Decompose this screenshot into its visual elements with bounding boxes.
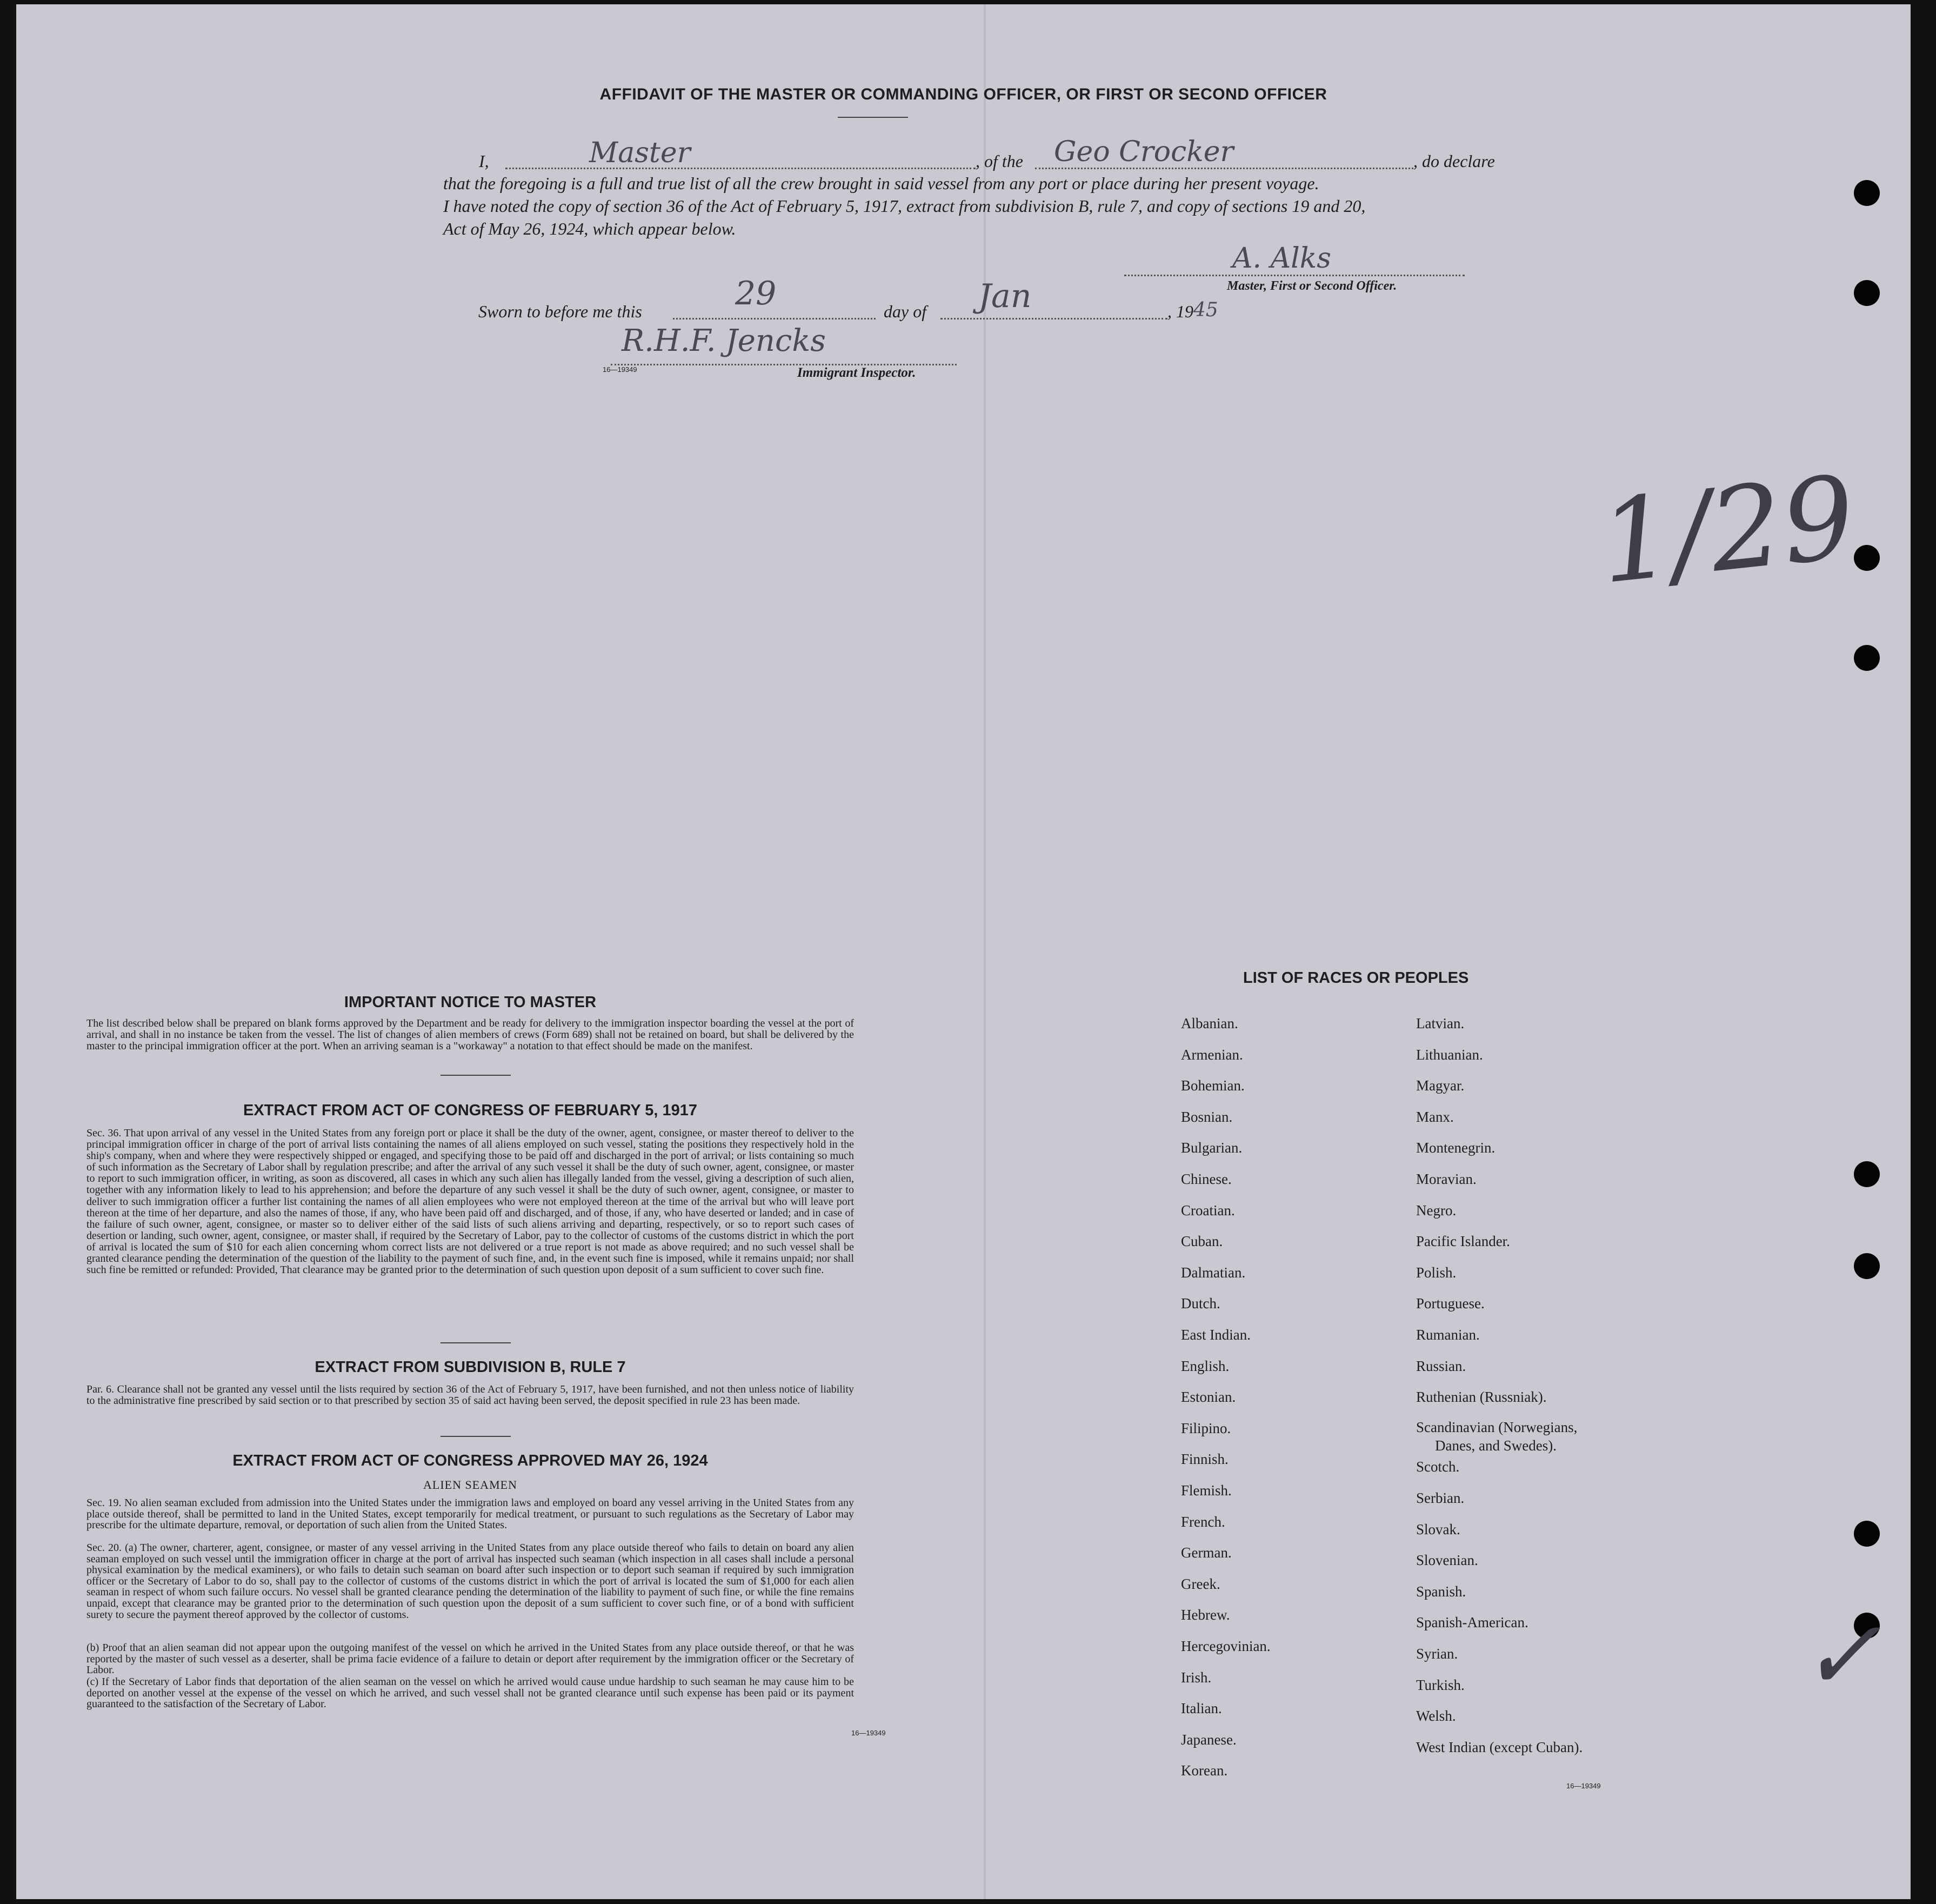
punch-hole bbox=[1854, 180, 1880, 206]
race-item-right: Montenegrin. bbox=[1416, 1140, 1496, 1156]
form-number: 16—19349 bbox=[603, 365, 637, 374]
race-item-right: Danes, and Swedes). bbox=[1435, 1437, 1557, 1454]
inspector-signature: R.H.F. Jencks bbox=[622, 323, 826, 358]
of-the-label: , of the bbox=[976, 151, 1023, 171]
race-item-left: Flemish. bbox=[1181, 1482, 1232, 1499]
race-item-left: Dutch. bbox=[1181, 1295, 1220, 1312]
day-line bbox=[673, 318, 876, 319]
punch-hole bbox=[1854, 280, 1880, 306]
race-item-left: Bulgarian. bbox=[1181, 1140, 1243, 1156]
race-item-left: Bosnian. bbox=[1181, 1108, 1233, 1125]
race-item-left: Bohemian. bbox=[1181, 1077, 1245, 1094]
race-item-right: Lithuanian. bbox=[1416, 1046, 1483, 1063]
inspector-caption: Immigrant Inspector. bbox=[797, 365, 916, 380]
race-item-right: Turkish. bbox=[1416, 1676, 1465, 1693]
race-item-left: Greek. bbox=[1181, 1575, 1220, 1592]
race-item-right: Ruthenian (Russniak). bbox=[1416, 1389, 1547, 1406]
check-mark: ✓ bbox=[1800, 1599, 1881, 1712]
margin-note: 1/29 bbox=[1593, 451, 1861, 609]
race-item-left: Filipino. bbox=[1181, 1420, 1231, 1436]
race-item-right: Slovak. bbox=[1416, 1521, 1460, 1537]
race-item-right: Scotch. bbox=[1416, 1459, 1460, 1475]
race-item-left: Irish. bbox=[1181, 1669, 1212, 1686]
do-declare-label: , do declare bbox=[1413, 151, 1495, 171]
divider bbox=[440, 1342, 511, 1343]
race-item-left: Hebrew. bbox=[1181, 1607, 1230, 1623]
affidavit-line-2: that the foregoing is a full and true list of all the crew brought in said vessel from any port or place during her present voyage. bbox=[443, 174, 1319, 193]
form-number: 16—19349 bbox=[851, 1729, 886, 1737]
title-divider bbox=[838, 117, 908, 118]
race-item-left: Dalmatian. bbox=[1181, 1264, 1246, 1281]
signature-line bbox=[1124, 275, 1465, 276]
day-handwritten: 29 bbox=[735, 275, 777, 312]
race-item-left: Estonian. bbox=[1181, 1389, 1236, 1406]
extract-1917-text: Sec. 36. That upon arrival of any vessel in the United States from any foreign port or place it shall be the duty of the owner, agent, consignee, or master thereof to deliver to the principal immigration officer in charge of the port of arrival lists containing the names of all aliens employed on such vessel, stating the positions they respectively hold in the ship's company, when and where they were respectively shipped or engaged, and specifying those to be paid off and discharged in the port of arrival; or lists containing so much of such information as the Secretary of Labor shall by regulation prescribe; and after the arrival of any such vessel it shall be the duty of such owner, agent, consignee, or master to report to such immigration officer, in writing, as soon as discovered, all cases in which any such alien has illegally landed from the vessel, giving a description of such alien, together with any information likely to lead to his apprehension; and before the departure of any such vessel it shall be the duty of such owner, agent, consignee, or master to deliver to such immigration officer a further list containing the names of all alien employees who were not employed thereon at the time of the arrival but who will leave port thereon at the time of her departure, and also the names of those, if any, who have been paid off and discharged, and of those, if any, who have deserted or landed; and in case of the failure of such owner, agent, consignee, or master so to deliver either of the said lists of such aliens arriving and departing, respectively, or so to report such cases of desertion or landing, such owner, agent, consignee, or master shall, if required by the Secretary of Labor, pay to the collector of customs of the customs district in which the port of arrival is located the sum of $10 for each alien concerning whom correct lists are not delivered or a true report is not made as above required; and no such vessel shall be granted clearance pending the determination of the question of the liability to the payment of such fine, and, in the event such fine is imposed, while it remains unpaid; nor shall such fine be remitted or refunded: Provided, That clearance may be granted prior to the determination of such question upon deposit of a sum sufficient to cover such fine. bbox=[86, 1127, 854, 1276]
sec-19-text: Sec. 19. No alien seaman excluded from admission into the United States under the immigration laws and employed on board any vessel arriving in the United States from any place outside thereof, shall be permitted to land in the United States, except temporarily for medical treatment, or pursuant to such regulations as the Secretary of Labor may prescribe for the ultimate departure, removal, or deportation of such alien from the United States. bbox=[86, 1497, 854, 1532]
race-item-right: Serbian. bbox=[1416, 1490, 1465, 1506]
race-item-left: English. bbox=[1181, 1357, 1230, 1374]
race-item-right: Russian. bbox=[1416, 1357, 1466, 1374]
sec-20a-text: Sec. 20. (a) The owner, charterer, agent, consignee, or master of any vessel arriving in the United States from any place outside thereof who fails to detain on board any alien seaman employed on such vessel until the immigration officer in charge at the port of arrival has inspected such seaman (which inspection in all cases shall include a personal physical examination by the medical examiners), or who fails to detain such seaman on board after such inspection or to deport such seaman if required by such immigration officer or the Secretary of Labor to do so, shall pay to the collector of customs of the customs district in which the port of arrival is located the sum of $1,000 for each alien seaman in respect of whom such failure occurs. No vessel shall be granted clearance pending the determination of the liability to payment of such fine, or while the fine remains unpaid, except that clearance may be granted prior to the determination of such question upon the deposit of a sum sufficient to cover such fine, or of a bond with sufficient surety to secure the payment thereof approved by the collector of customs. bbox=[86, 1542, 854, 1621]
race-item-left: Chinese. bbox=[1181, 1171, 1232, 1187]
punch-hole bbox=[1854, 1521, 1880, 1547]
vessel-name-handwritten: Geo Crocker bbox=[1054, 136, 1234, 168]
race-item-right: West Indian (except Cuban). bbox=[1416, 1739, 1583, 1755]
year-handwritten: 45 bbox=[1193, 299, 1218, 321]
race-item-left: Cuban. bbox=[1181, 1233, 1223, 1250]
notice-text: The list described below shall be prepared on blank forms approved by the Department and be ready for delivery to the immigration inspector boarding the vessel at the port of arrival, and shall in no instance be taken from the vessel. The list of changes of alien members of crews (Form 689) shall not be retained on board, but shall be delivered by the master to the principal immigration officer at the port. When an arriving seaman is a "workaway" a notation to that effect should be made on the manifest. bbox=[86, 1017, 854, 1052]
race-item-left: German. bbox=[1181, 1544, 1232, 1561]
punch-hole bbox=[1854, 1253, 1880, 1279]
punch-hole bbox=[1854, 645, 1880, 671]
name-line bbox=[505, 168, 976, 169]
race-item-right: Slovenian. bbox=[1416, 1552, 1478, 1569]
race-item-right: Welsh. bbox=[1416, 1708, 1456, 1725]
race-item-right: Rumanian. bbox=[1416, 1327, 1480, 1343]
race-item-left: Japanese. bbox=[1181, 1731, 1237, 1748]
extract-1924-title: EXTRACT FROM ACT OF CONGRESS APPROVED MAY 26, 1924 bbox=[232, 1452, 708, 1469]
extract-rule7-title: EXTRACT FROM SUBDIVISION B, RULE 7 bbox=[315, 1359, 626, 1376]
race-item-left: East Indian. bbox=[1181, 1327, 1251, 1343]
race-item-right: Scandinavian (Norwegians, bbox=[1416, 1419, 1578, 1435]
notice-title: IMPORTANT NOTICE TO MASTER bbox=[344, 994, 597, 1011]
month-handwritten: Jan bbox=[978, 277, 1032, 315]
race-item-right: Latvian. bbox=[1416, 1015, 1465, 1031]
alien-seamen-subtitle: ALIEN SEAMEN bbox=[423, 1478, 517, 1492]
race-item-right: Portuguese. bbox=[1416, 1295, 1485, 1312]
day-of-label: day of bbox=[884, 302, 927, 321]
race-item-right: Magyar. bbox=[1416, 1077, 1465, 1094]
race-item-left: French. bbox=[1181, 1513, 1225, 1530]
master-name-handwritten: Master bbox=[589, 137, 691, 169]
race-item-right: Moravian. bbox=[1416, 1171, 1477, 1187]
year-prefix: , 19 bbox=[1167, 302, 1193, 321]
race-item-right: Spanish. bbox=[1416, 1583, 1466, 1600]
affidavit-title: AFFIDAVIT OF THE MASTER OR COMMANDING OFFICER, OR FIRST OR SECOND OFFICER bbox=[599, 85, 1327, 103]
sec-20b-text: (b) Proof that an alien seaman did not appear upon the outgoing manifest of the vessel on which he arrived in the United States from any place outside thereof, or that he was reported by the master of such vessel as a deserter, shall be prima facie evidence of a failure to detain or deport after requirement by the immigration officer or the Secretary of Labor. bbox=[86, 1642, 854, 1676]
race-item-left: Armenian. bbox=[1181, 1046, 1243, 1063]
i-label: I, bbox=[479, 151, 489, 171]
affidavit-line-3: I have noted the copy of section 36 of the Act of February 5, 1917, extract from subdivision B, rule 7, and copy of sections 19 and 20, bbox=[443, 196, 1366, 216]
race-item-left: Italian. bbox=[1181, 1700, 1222, 1717]
divider bbox=[440, 1075, 511, 1076]
race-item-left: Hercegovinian. bbox=[1181, 1638, 1271, 1654]
race-item-right: Pacific Islander. bbox=[1416, 1233, 1510, 1250]
signature-caption: Master, First or Second Officer. bbox=[1227, 279, 1397, 293]
extract-rule7-text: Par. 6. Clearance shall not be granted any vessel until the lists required by section 36 of the Act of February 5, 1917, have been furnished, and not then unless notice of liability to the administrative fine prescribed by said section or to that prescribed by section 35 of said act having been served, the deposit specified in rule 23 has been made. bbox=[86, 1383, 854, 1407]
race-item-right: Syrian. bbox=[1416, 1646, 1458, 1662]
race-item-left: Croatian. bbox=[1181, 1202, 1235, 1219]
divider bbox=[440, 1436, 511, 1437]
race-item-right: Manx. bbox=[1416, 1108, 1454, 1125]
sworn-label: Sworn to before me this bbox=[478, 302, 642, 321]
month-line bbox=[940, 318, 1167, 319]
punch-hole bbox=[1854, 1161, 1880, 1187]
officer-signature: A. Alks bbox=[1232, 242, 1331, 275]
race-item-left: Korean. bbox=[1181, 1762, 1228, 1779]
document-sheet bbox=[16, 4, 1911, 1899]
sec-20c-text: (c) If the Secretary of Labor finds that deportation of the alien seaman on the vessel on which he arrived would cause undue hardship to such seaman he may cause him to be deported on another vessel at the expense of the vessel on which he arrived, and such vessel shall not be granted clearance until such expense has been paid or its payment guaranteed to the satisfaction of the Secretary of Labor. bbox=[86, 1676, 854, 1710]
affidavit-line-4: Act of May 26, 1924, which appear below. bbox=[443, 219, 736, 238]
race-item-right: Negro. bbox=[1416, 1202, 1457, 1219]
race-item-right: Polish. bbox=[1416, 1264, 1457, 1281]
form-number: 16—19349 bbox=[1566, 1782, 1601, 1790]
extract-1917-title: EXTRACT FROM ACT OF CONGRESS OF FEBRUARY 5, 1917 bbox=[243, 1102, 698, 1119]
race-item-left: Finnish. bbox=[1181, 1451, 1229, 1468]
races-title: LIST OF RACES OR PEOPLES bbox=[1243, 969, 1469, 987]
race-item-right: Spanish-American. bbox=[1416, 1614, 1528, 1631]
race-item-left: Albanian. bbox=[1181, 1015, 1238, 1031]
